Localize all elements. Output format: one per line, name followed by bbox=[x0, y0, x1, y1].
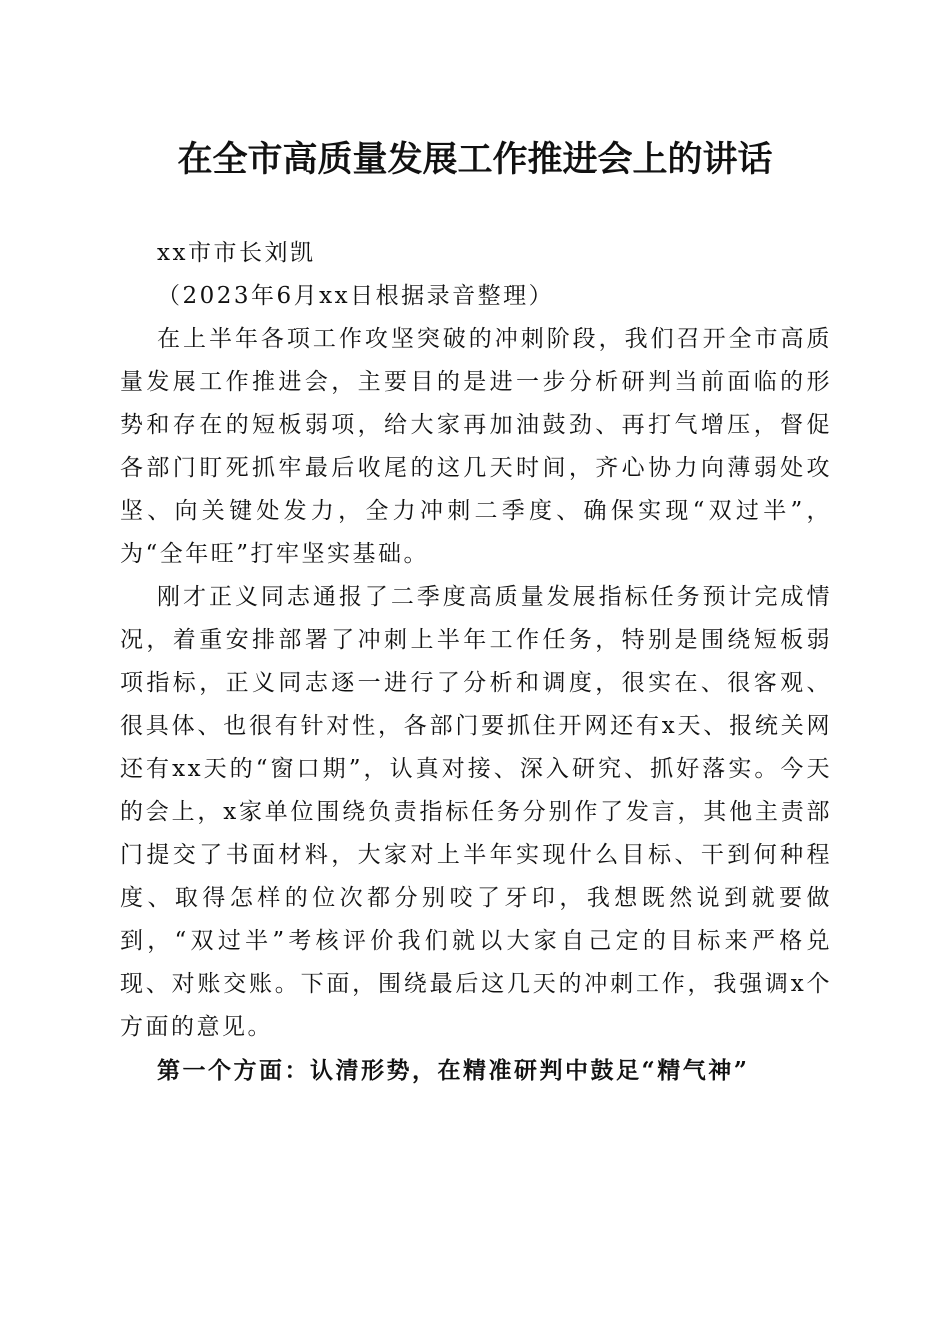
document-body bbox=[120, 232, 832, 1092]
author-line: xx市市长刘凯 bbox=[157, 240, 316, 266]
paragraph-2: 刚才正义同志通报了二季度高质量发展指标任务预计完成情况，着重安排部署了冲刺上半年工作任务，特别是围绕短板弱项指标，正义同志逐一进行了分析和调度，很实在、很客观、很具体、也很有针对性，各部门要抓住开网还有x天、报统关网还有xx天的“窗口期”，认真对接、深入研究、抓好落实。今天的会上，x家单位围绕负责指标任务分别作了发言，其他主责部门提交了书面材料，大家对上半年实现什么目标、干到何种程度、取得怎样的位次都分别咬了牙印，我想既然说到就要做到，“双过半”考核评价我们就以大家自己定的目标来严格兑现、对账交账。下面，围绕最后这几天的冲刺工作，我强调x个方面的意见。 bbox=[120, 584, 832, 1040]
section-heading: 第一个方面：认清形势，在精准研判中鼓足“精气神” bbox=[157, 1057, 750, 1084]
document-title: 在全市高质量发展工作推进会上的讲话 bbox=[177, 139, 773, 180]
paragraph-1: 在上半年各项工作攻坚突破的冲刺阶段，我们召开全市高质量发展工作推进会，主要目的是进一步分析研判当前面临的形势和存在的短板弱项，给大家再加油鼓劲、再打气增压，督促各部门盯死抓牢最后收尾的这几天时间，齐心协力向薄弱处攻坚、向关键处发力，全力冲刺二季度、确保实现“双过半”，为“全年旺”打牢坚实基础。 bbox=[120, 326, 832, 567]
date-line: （2023年6月xx日根据录音整理） bbox=[157, 283, 555, 309]
